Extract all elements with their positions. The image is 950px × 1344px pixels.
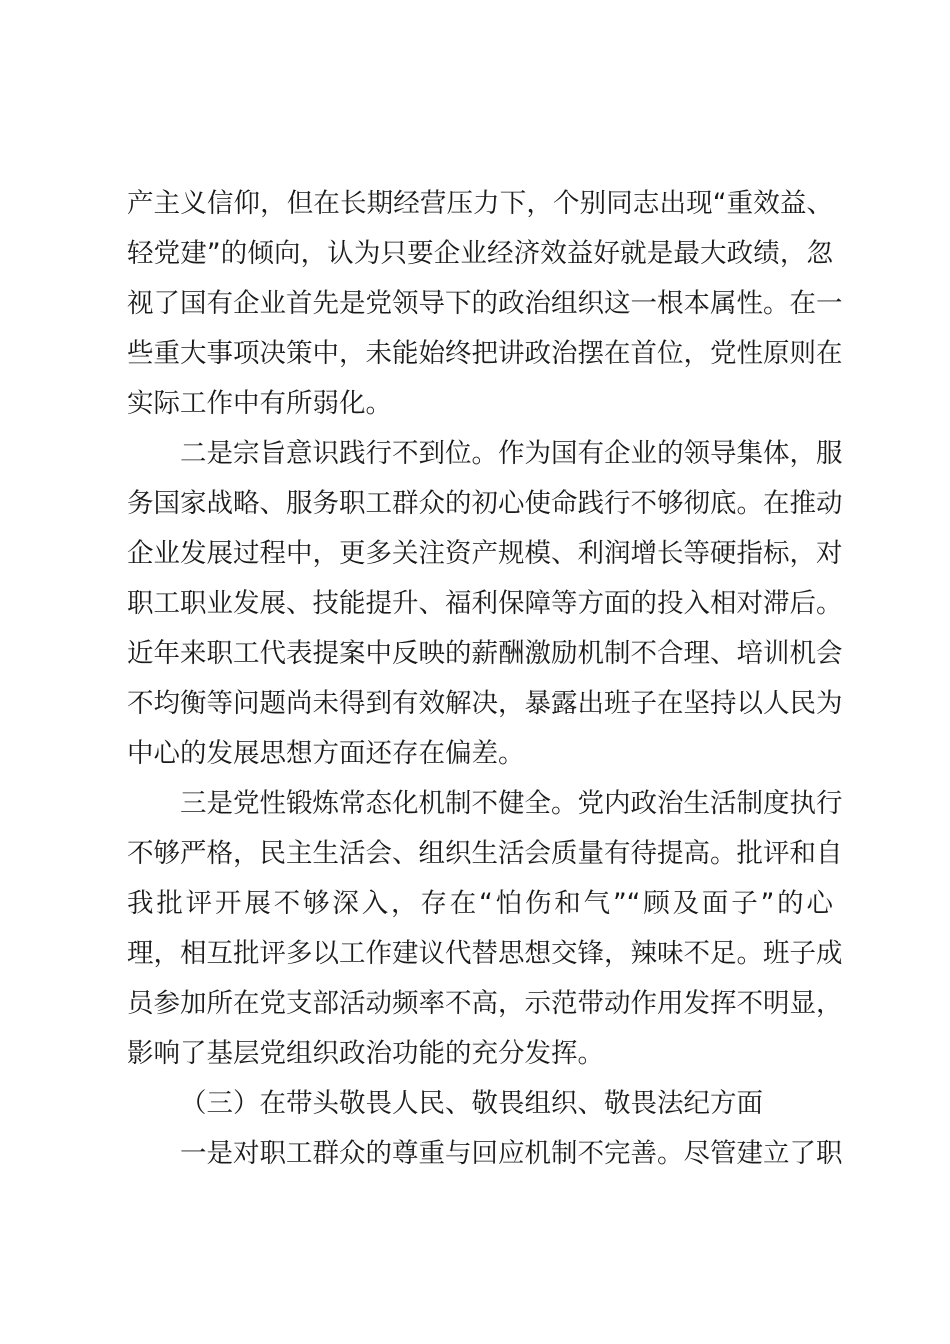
text-line: 理，相互批评多以工作建议代替思想交锋，辣味不足。班子成 bbox=[127, 938, 843, 969]
text-line: 职工职业发展、技能提升、福利保障等方面的投入相对滞后。 bbox=[127, 588, 843, 619]
text-line: 不均衡等问题尚未得到有效解决，暴露出班子在坚持以人民为 bbox=[127, 688, 843, 719]
text-line: 近年来职工代表提案中反映的薪酬激励机制不合理、培训机会 bbox=[127, 638, 843, 669]
document-page bbox=[127, 179, 843, 1179]
text-line: 中心的发展思想方面还存在偏差。 bbox=[127, 738, 525, 769]
text-line: 影响了基层党组织政治功能的充分发挥。 bbox=[127, 1038, 604, 1069]
paragraph-purpose bbox=[127, 429, 843, 779]
text-line: 二是宗旨意识践行不到位。作为国有企业的领导集体，服 bbox=[180, 438, 843, 469]
paragraph-faith bbox=[127, 179, 843, 429]
text-line: 视了国有企业首先是党领导下的政治组织这一根本属性。在一 bbox=[127, 288, 843, 319]
text-line: 三是党性锻炼常态化机制不健全。党内政治生活制度执行 bbox=[180, 788, 843, 819]
section-heading: （三）在带头敬畏人民、敬畏组织、敬畏法纪方面 bbox=[180, 1088, 763, 1119]
text-line: 企业发展过程中，更多关注资产规模、利润增长等硬指标，对 bbox=[127, 538, 843, 569]
text-line: 员参加所在党支部活动频率不高，示范带动作用发挥不明显， bbox=[127, 988, 843, 1019]
text-line: 产主义信仰，但在长期经营压力下，个别同志出现“重效益、 bbox=[127, 188, 833, 219]
text-line: 实际工作中有所弱化。 bbox=[127, 388, 392, 419]
paragraph-party-spirit bbox=[127, 779, 843, 1079]
text-line: 轻党建”的倾向，认为只要企业经济效益好就是最大政绩，忽 bbox=[127, 238, 833, 269]
text-line: 些重大事项决策中，未能始终把讲政治摆在首位，党性原则在 bbox=[127, 338, 843, 369]
text-line: 一是对职工群众的尊重与回应机制不完善。尽管建立了职 bbox=[180, 1138, 843, 1169]
text-line: 我批评开展不够深入，存在“怕伤和气”“顾及面子”的心 bbox=[127, 888, 833, 919]
text-line: 不够严格，民主生活会、组织生活会质量有待提高。批评和自 bbox=[127, 838, 843, 869]
paragraph-final bbox=[127, 1129, 843, 1179]
text-line: 务国家战略、服务职工群众的初心使命践行不够彻底。在推动 bbox=[127, 488, 843, 519]
